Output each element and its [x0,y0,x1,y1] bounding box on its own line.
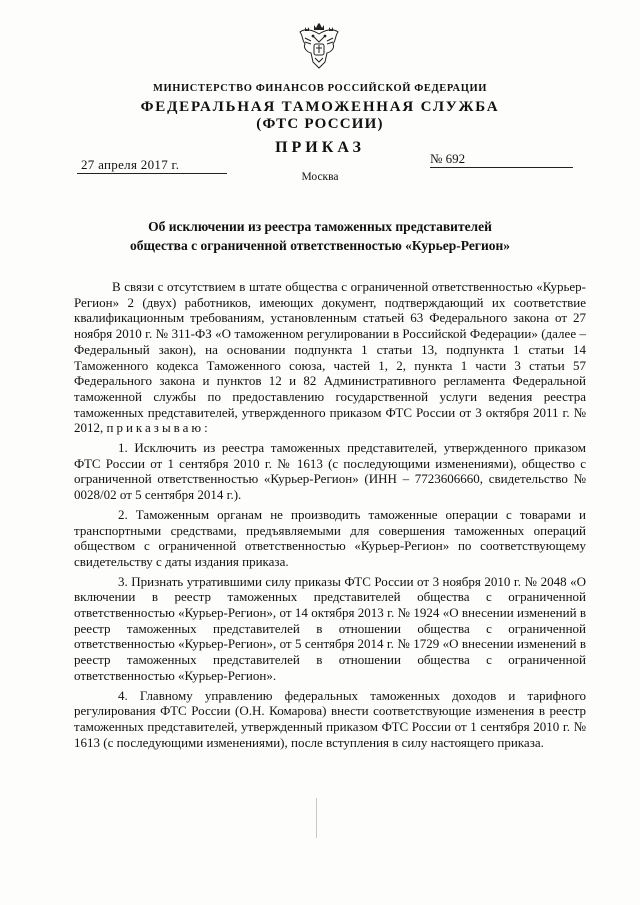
preamble-paragraph [74,279,586,436]
order-date: 27 апреля 2017 г. [77,157,227,174]
ministry-name: МИНИСТЕРСТВО ФИНАНСОВ РОССИЙСКОЙ ФЕДЕРАЦИИ [152,83,488,94]
order-number: 692 [445,151,466,166]
service-abbreviation: (ФТС РОССИИ) [256,116,384,132]
scan-fold-line [316,798,317,838]
order-item-3: 3. Признать утратившими силу приказы ФТС России от 3 ноября 2010 г. № 2048 «О включении в реестр таможенных представителей общества с ограниченной ответственностью «Курьер-Регион», от 14 октября 2013 г. № 1924 «О внесении изменений в реестр таможенных представителей в отношении общества с ограниченной ответственностью «Курьер-Регион», от 5 сентября 2014 г. № 1729 «О внесении изменений в реестр таможенных представителей в отношении общества с ограниченной ответственностью «Курьер-Регион». [74,573,586,683]
city: Москва [301,171,339,183]
preamble-text: В связи с отсутствием в штате общества с ограниченной ответственностью «Курьер-Регион» 2 (двух) работников, имеющих документ, подтверждающий их соответствие квалификационным требованиям, установленным статьей 63 Федерального закона от 27 ноября 2010 г. № 311-ФЗ «О таможенном регулировании в Российской Федерации» (далее – Федеральный закон), на основании подпункта 1 статьи 13, подпункта 1 статьи 14 Таможенного кодекса Таможенного союза, частей 1, 2, пункта 1 части 3 статьи 57 Федерального закона и пунктов 12 и 82 Административного регламента Федеральной таможенной службы по предоставлению государственной услуги ведения реестра таможенных представителей, утвержденного приказом ФТС России от 3 октября 2011 г. № 2012, [74,279,586,436]
order-item-4: 4. Главному управлению федеральных таможенных доходов и тарифного регулирования ФТС России (О.Н. Комарова) внести соответствующие изменения в реестр таможенных представителей, утвержденный приказом ФТС России от 1 сентября 2010 г. № 1613 (с последующими изменениями), после вступления в силу настоящего приказа. [74,687,586,750]
document-body [74,279,586,750]
title-line-1: Об исключении из реестра таможенных представителей [148,219,492,234]
service-name: ФЕДЕРАЛЬНАЯ ТАМОЖЕННАЯ СЛУЖБА [140,99,500,115]
title-line-2: общества с ограниченной ответственностью «Курьер-Регион» [129,238,510,253]
number-sign: № [430,151,443,166]
order-item-1: 1. Исключить из реестра таможенных представителей, утвержденного приказом ФТС России от 1 сентября 2010 г. № 1613 (с последующими изменениями), общество с ограниченной ответственностью «Курьер-Регион» (ИНН – 7723606660, свидетельство № 0028/02 от 5 сентября 2014 г.). [74,440,586,503]
order-word: приказываю: [106,420,211,436]
order-item-2: 2. Таможенным органам не производить таможенные операции с товарами и транспортными средствами, предъявляемыми для совершения таможенных операций обществом с ограниченной ответственностью «Курьер-Регион» по соответствующему свидетельству с даты издания приказа. [74,506,586,569]
coat-of-arms-emblem-icon [297,22,341,72]
document-type: ПРИКАЗ [275,139,365,156]
document-title [0,217,640,255]
order-number-field [430,151,573,168]
